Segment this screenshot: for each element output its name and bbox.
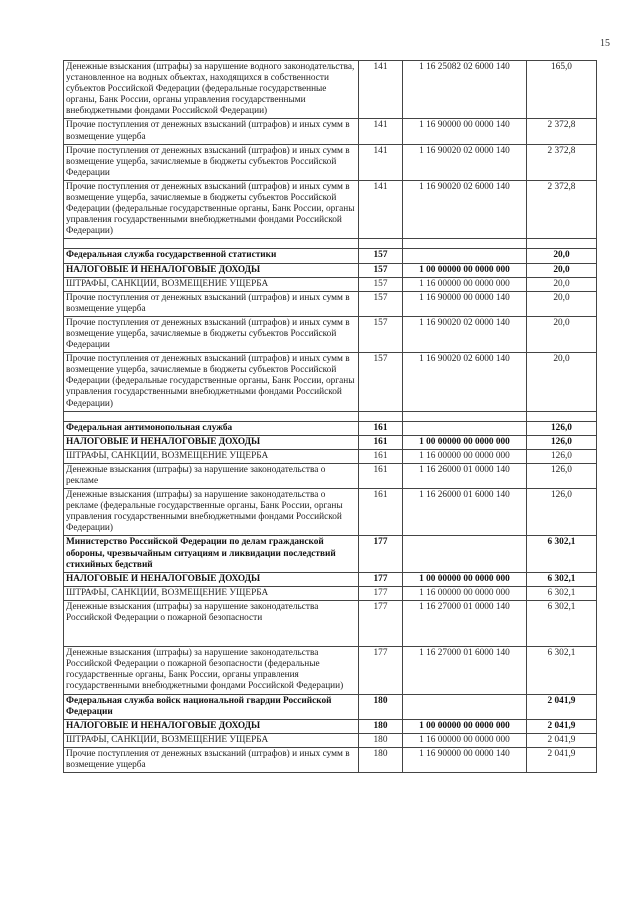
amount-cell: 2 041,9 bbox=[527, 719, 597, 733]
spacer-cell bbox=[403, 239, 527, 249]
row-name-cell: Федеральная служба государственной статистики bbox=[64, 249, 359, 263]
budget-code-cell bbox=[403, 421, 527, 435]
amount-cell: 6 302,1 bbox=[527, 600, 597, 646]
amount-cell: 6 302,1 bbox=[527, 536, 597, 572]
group-row bbox=[64, 435, 597, 449]
budget-code-cell: 1 16 90020 02 6000 140 bbox=[403, 180, 527, 238]
table-row bbox=[64, 600, 597, 646]
admin-code-cell: 161 bbox=[359, 463, 403, 488]
spacer-cell bbox=[527, 239, 597, 249]
row-name-cell: Прочие поступления от денежных взысканий (штрафов) и иных сумм в возмещение ущерба, зачисляемые в бюджеты субъектов Российской Федерации bbox=[64, 144, 359, 180]
budget-code-cell: 1 16 90000 00 0000 140 bbox=[403, 119, 527, 144]
budget-code-cell: 1 00 00000 00 0000 000 bbox=[403, 719, 527, 733]
table-row bbox=[64, 277, 597, 291]
table-row bbox=[64, 180, 597, 238]
admin-code-cell: 180 bbox=[359, 747, 403, 772]
agency-row bbox=[64, 536, 597, 572]
table-row bbox=[64, 449, 597, 463]
table-row bbox=[64, 144, 597, 180]
row-name-cell: Министерство Российской Федерации по делам гражданской обороны, чрезвычайным ситуациям и ликвидации последствий стихийных бедствий bbox=[64, 536, 359, 572]
table-row bbox=[64, 61, 597, 119]
amount-cell: 6 302,1 bbox=[527, 586, 597, 600]
table-row bbox=[64, 353, 597, 411]
budget-code-cell bbox=[403, 249, 527, 263]
amount-cell: 126,0 bbox=[527, 435, 597, 449]
table-row bbox=[64, 463, 597, 488]
budget-code-cell: 1 16 90000 00 0000 140 bbox=[403, 291, 527, 316]
amount-cell: 2 372,8 bbox=[527, 144, 597, 180]
amount-cell: 126,0 bbox=[527, 489, 597, 536]
admin-code-cell: 177 bbox=[359, 536, 403, 572]
amount-cell: 20,0 bbox=[527, 249, 597, 263]
group-row bbox=[64, 719, 597, 733]
row-name-cell: ШТРАФЫ, САНКЦИИ, ВОЗМЕЩЕНИЕ УЩЕРБА bbox=[64, 586, 359, 600]
admin-code-cell: 161 bbox=[359, 449, 403, 463]
row-name-cell: НАЛОГОВЫЕ И НЕНАЛОГОВЫЕ ДОХОДЫ bbox=[64, 572, 359, 586]
group-row bbox=[64, 263, 597, 277]
budget-code-cell: 1 16 25082 02 6000 140 bbox=[403, 61, 527, 119]
admin-code-cell: 180 bbox=[359, 733, 403, 747]
admin-code-cell: 141 bbox=[359, 144, 403, 180]
budget-code-cell: 1 00 00000 00 0000 000 bbox=[403, 572, 527, 586]
revenue-table bbox=[63, 60, 597, 773]
agency-row bbox=[64, 421, 597, 435]
admin-code-cell: 161 bbox=[359, 435, 403, 449]
row-name-cell: Прочие поступления от денежных взысканий (штрафов) и иных сумм в возмещение ущерба bbox=[64, 119, 359, 144]
amount-cell: 126,0 bbox=[527, 421, 597, 435]
row-name-cell: Денежные взыскания (штрафы) за нарушение водного законодательства, установленное на водных объектах, находящихся в собственности субъектов Российской Федерации (федеральные государственные органы, Банк России, органы управления государственными внебюджетными фондами Российской Федерации) bbox=[64, 61, 359, 119]
row-name-cell: ШТРАФЫ, САНКЦИИ, ВОЗМЕЩЕНИЕ УЩЕРБА bbox=[64, 277, 359, 291]
spacer-cell bbox=[359, 239, 403, 249]
amount-cell: 2 041,9 bbox=[527, 733, 597, 747]
amount-cell: 20,0 bbox=[527, 263, 597, 277]
admin-code-cell: 177 bbox=[359, 586, 403, 600]
spacer-cell bbox=[359, 411, 403, 421]
budget-code-cell: 1 16 26000 01 6000 140 bbox=[403, 489, 527, 536]
amount-cell: 2 372,8 bbox=[527, 180, 597, 238]
table-row bbox=[64, 291, 597, 316]
table-row bbox=[64, 489, 597, 536]
table-row bbox=[64, 647, 597, 694]
budget-code-cell: 1 16 27000 01 0000 140 bbox=[403, 600, 527, 646]
admin-code-cell: 177 bbox=[359, 647, 403, 694]
page-number: 15 bbox=[600, 38, 610, 49]
admin-code-cell: 157 bbox=[359, 353, 403, 411]
agency-row bbox=[64, 694, 597, 719]
budget-code-cell bbox=[403, 694, 527, 719]
budget-code-cell: 1 16 90020 02 0000 140 bbox=[403, 144, 527, 180]
revenue-table-body bbox=[64, 61, 597, 773]
budget-code-cell: 1 16 00000 00 0000 000 bbox=[403, 449, 527, 463]
admin-code-cell: 180 bbox=[359, 694, 403, 719]
amount-cell: 20,0 bbox=[527, 353, 597, 411]
admin-code-cell: 157 bbox=[359, 316, 403, 352]
row-name-cell: Федеральная служба войск национальной гвардии Российской Федерации bbox=[64, 694, 359, 719]
admin-code-cell: 161 bbox=[359, 421, 403, 435]
admin-code-cell: 177 bbox=[359, 600, 403, 646]
admin-code-cell: 180 bbox=[359, 719, 403, 733]
budget-code-cell: 1 16 00000 00 0000 000 bbox=[403, 586, 527, 600]
amount-cell: 6 302,1 bbox=[527, 647, 597, 694]
row-name-cell: Денежные взыскания (штрафы) за нарушение законодательства Российской Федерации о пожарной безопасности (федеральные государственные органы, Банк России, органы управления государственными внебюджетными фондами Российской Федерации) bbox=[64, 647, 359, 694]
spacer-row bbox=[64, 239, 597, 249]
amount-cell: 2 041,9 bbox=[527, 747, 597, 772]
row-name-cell: Денежные взыскания (штрафы) за нарушение законодательства Российской Федерации о пожарной безопасности bbox=[64, 600, 359, 646]
budget-code-cell: 1 16 27000 01 6000 140 bbox=[403, 647, 527, 694]
admin-code-cell: 141 bbox=[359, 119, 403, 144]
spacer-row bbox=[64, 411, 597, 421]
amount-cell: 126,0 bbox=[527, 463, 597, 488]
admin-code-cell: 141 bbox=[359, 61, 403, 119]
budget-code-cell: 1 16 26000 01 0000 140 bbox=[403, 463, 527, 488]
row-name-cell: Федеральная антимонопольная служба bbox=[64, 421, 359, 435]
budget-code-cell: 1 00 00000 00 0000 000 bbox=[403, 435, 527, 449]
table-row bbox=[64, 119, 597, 144]
amount-cell: 20,0 bbox=[527, 277, 597, 291]
spacer-cell bbox=[403, 411, 527, 421]
budget-code-cell bbox=[403, 536, 527, 572]
row-name-cell: НАЛОГОВЫЕ И НЕНАЛОГОВЫЕ ДОХОДЫ bbox=[64, 719, 359, 733]
row-name-cell: ШТРАФЫ, САНКЦИИ, ВОЗМЕЩЕНИЕ УЩЕРБА bbox=[64, 733, 359, 747]
budget-code-cell: 1 16 00000 00 0000 000 bbox=[403, 277, 527, 291]
spacer-cell bbox=[64, 411, 359, 421]
budget-code-cell: 1 16 90020 02 0000 140 bbox=[403, 316, 527, 352]
admin-code-cell: 157 bbox=[359, 249, 403, 263]
group-row bbox=[64, 572, 597, 586]
row-name-cell: Денежные взыскания (штрафы) за нарушение законодательства о рекламе bbox=[64, 463, 359, 488]
amount-cell: 165,0 bbox=[527, 61, 597, 119]
row-name-cell: Прочие поступления от денежных взысканий (штрафов) и иных сумм в возмещение ущерба bbox=[64, 747, 359, 772]
budget-code-cell: 1 00 00000 00 0000 000 bbox=[403, 263, 527, 277]
admin-code-cell: 157 bbox=[359, 277, 403, 291]
admin-code-cell: 161 bbox=[359, 489, 403, 536]
amount-cell: 20,0 bbox=[527, 316, 597, 352]
table-row bbox=[64, 586, 597, 600]
row-name-cell: Прочие поступления от денежных взысканий (штрафов) и иных сумм в возмещение ущерба, зачисляемые в бюджеты субъектов Российской Федерации bbox=[64, 316, 359, 352]
row-name-cell: НАЛОГОВЫЕ И НЕНАЛОГОВЫЕ ДОХОДЫ bbox=[64, 435, 359, 449]
budget-code-cell: 1 16 90000 00 0000 140 bbox=[403, 747, 527, 772]
spacer-cell bbox=[527, 411, 597, 421]
table-row bbox=[64, 747, 597, 772]
admin-code-cell: 157 bbox=[359, 291, 403, 316]
admin-code-cell: 177 bbox=[359, 572, 403, 586]
amount-cell: 2 372,8 bbox=[527, 119, 597, 144]
row-name-cell: ШТРАФЫ, САНКЦИИ, ВОЗМЕЩЕНИЕ УЩЕРБА bbox=[64, 449, 359, 463]
row-name-cell: НАЛОГОВЫЕ И НЕНАЛОГОВЫЕ ДОХОДЫ bbox=[64, 263, 359, 277]
budget-code-cell: 1 16 90020 02 6000 140 bbox=[403, 353, 527, 411]
admin-code-cell: 157 bbox=[359, 263, 403, 277]
row-name-cell: Денежные взыскания (штрафы) за нарушение законодательства о рекламе (федеральные государственные органы, Банк России, органы управления государственными внебюджетными фондами Российской Федерации) bbox=[64, 489, 359, 536]
amount-cell: 20,0 bbox=[527, 291, 597, 316]
admin-code-cell: 141 bbox=[359, 180, 403, 238]
amount-cell: 6 302,1 bbox=[527, 572, 597, 586]
amount-cell: 126,0 bbox=[527, 449, 597, 463]
row-name-cell: Прочие поступления от денежных взысканий (штрафов) и иных сумм в возмещение ущерба bbox=[64, 291, 359, 316]
spacer-cell bbox=[64, 239, 359, 249]
row-name-cell: Прочие поступления от денежных взысканий (штрафов) и иных сумм в возмещение ущерба, зачисляемые в бюджеты субъектов Российской Федерации (федеральные государственные органы, Банк России, органы управления государственными внебюджетными фондами Российской Федерации) bbox=[64, 353, 359, 411]
budget-code-cell: 1 16 00000 00 0000 000 bbox=[403, 733, 527, 747]
row-name-cell: Прочие поступления от денежных взысканий (штрафов) и иных сумм в возмещение ущерба, зачисляемые в бюджеты субъектов Российской Федерации (федеральные государственные органы, Банк России, органы управления государственными внебюджетными фондами Российской Федерации) bbox=[64, 180, 359, 238]
table-row bbox=[64, 316, 597, 352]
amount-cell: 2 041,9 bbox=[527, 694, 597, 719]
table-row bbox=[64, 733, 597, 747]
agency-row bbox=[64, 249, 597, 263]
